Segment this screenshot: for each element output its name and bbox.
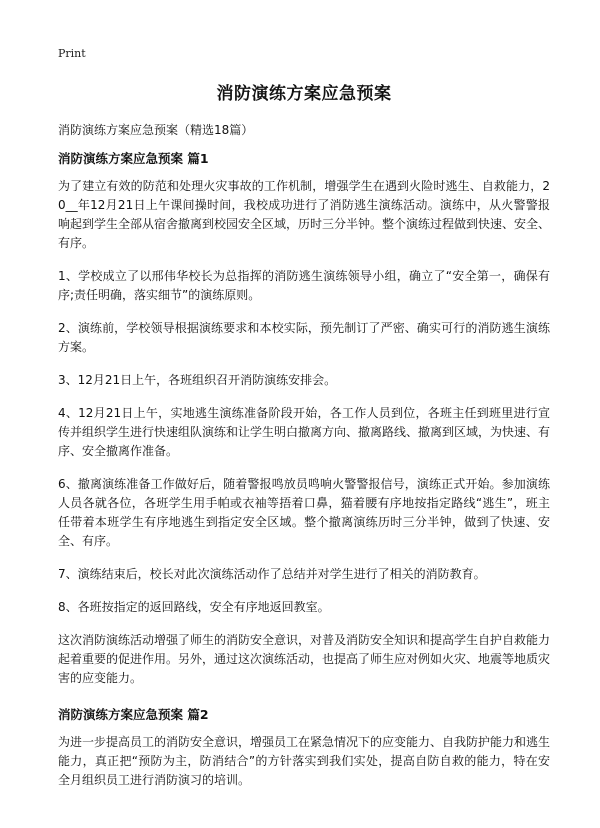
paragraph: 8、各班按指定的返回路线，安全有序地返回教室。	[58, 600, 330, 614]
paragraph: 7、演练结束后，校长对此次演练活动作了总结并对学生进行了相关的消防教育。	[58, 567, 486, 581]
paragraph: 3、12月21日上午，各班组织召开消防演练安排会。	[58, 373, 337, 387]
paragraph: 为进一步提高员工的消防安全意识，增强员工在紧急情况下的应变能力、自我防护能力和逃生能力，真正把“预防为主，防消结合”的方针落实到我们实处，提高自防自救的能力，特在安全月组织员工进行消防演习的培训。	[58, 735, 551, 787]
paragraph: 6、撤离演练准备工作做好后，随着警报鸣放员鸣响火警警报信号，演练正式开始。参加演练人员各就各位，各班学生用手帕或衣袖等捂着口鼻，猫着腰有序地按指定路线“逃生”，班主任带着本班学生有序地逃生到指定安全区域。整个撤离演练历时三分半钟，做到了快速、安全、有序。	[58, 477, 550, 548]
paragraph: 这次消防演练活动增强了师生的消防安全意识，对普及消防安全知识和提高学生自护自救能力起着重要的促进作用。另外，通过这次演练活动，也提高了师生应对例如火灾、地震等地质灾害的应变能力。	[58, 633, 551, 685]
document-title: 消防演练方案应急预案	[216, 84, 392, 104]
section-heading: 消防演练方案应急预案 篇2	[58, 707, 209, 722]
print-label: Print	[58, 47, 86, 60]
paragraph: 4、12月21日上午，实地逃生演练准备阶段开始，各工作人员到位，各班主任到班里进行宣传并组织学生进行快速组队演练和让学生明白撤离方向、撤离路线、撤离到区域，为快速、有序、安全撤离作准备。	[58, 406, 551, 458]
section-2	[58, 706, 550, 790]
paragraph: 1、学校成立了以邢伟华校长为总指挥的消防逃生演练领导小组，确立了“安全第一，确保有序;责任明确，落实细节”的演练原则。	[58, 269, 550, 302]
section-1	[58, 150, 550, 688]
section-heading: 消防演练方案应急预案 篇1	[58, 151, 209, 166]
paragraph: 2、演练前，学校领导根据演练要求和本校实际，预先制订了严密、确实可行的消防逃生演练方案。	[58, 321, 550, 354]
document-subtitle: 消防演练方案应急预案（精选18篇）	[58, 123, 254, 137]
paragraph: 为了建立有效的防范和处理火灾事故的工作机制，增强学生在遇到火险时逃生、自救能力，20__年12月21日上午课间操时间，我校成功进行了消防逃生演练活动。演练中，从火警警报响起到学生全部从宿舍撤离到校园安全区域，历时三分半钟。整个演练过程做到快速、安全、有序。	[58, 179, 551, 250]
document-content	[58, 150, 550, 804]
